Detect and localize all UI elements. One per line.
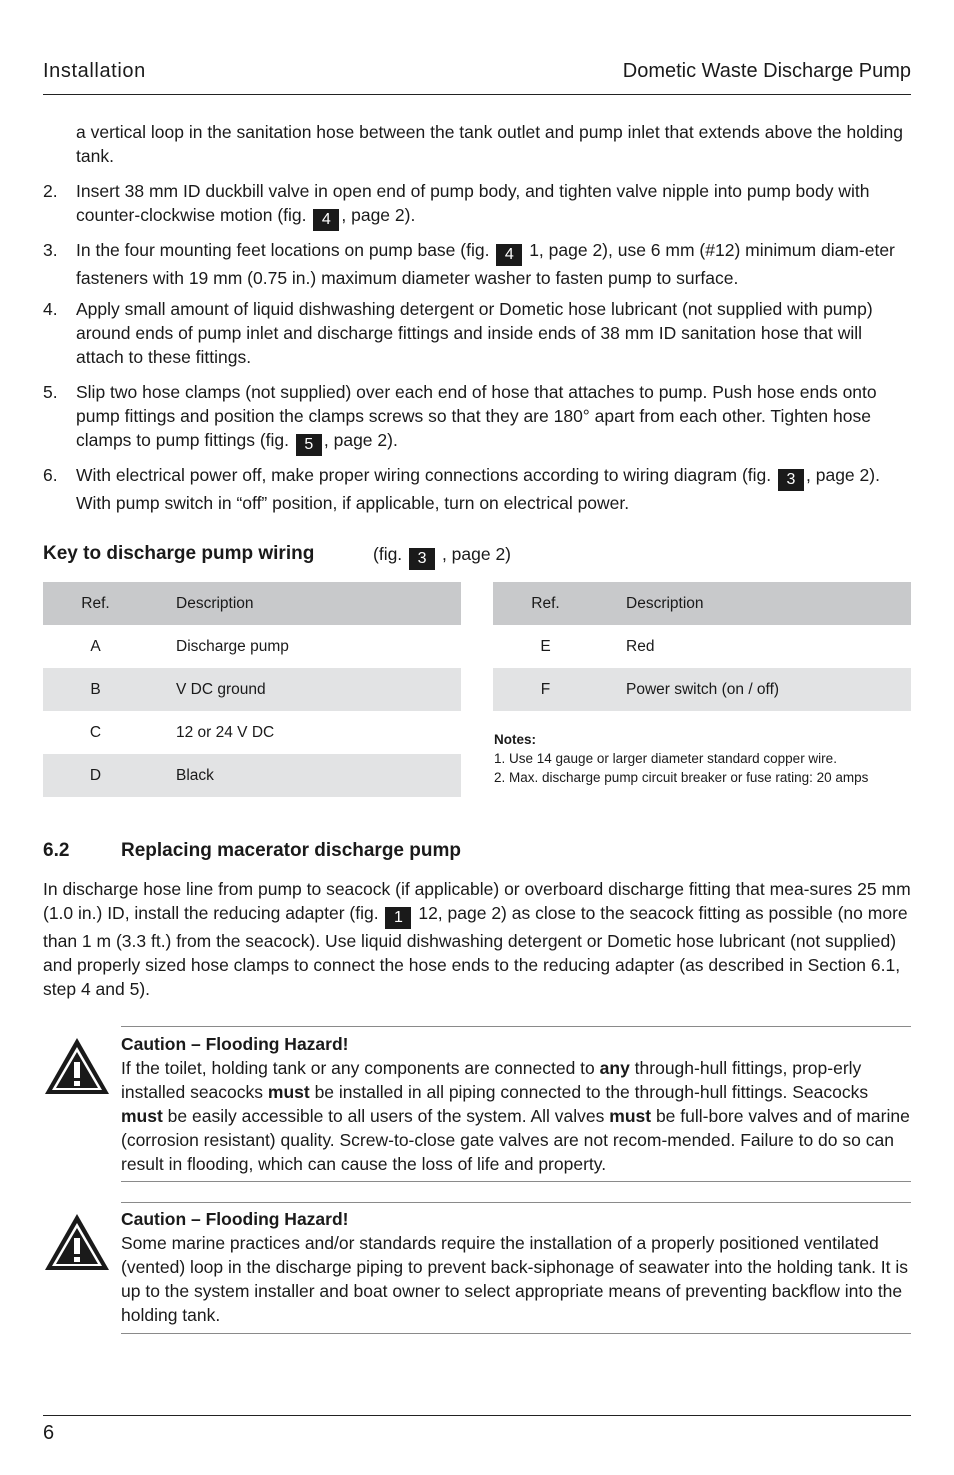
step-text: With electrical power off, make proper wiring connections according to wiring diagram (fig. 3 , page 2). With pump switch in “off” position, if applicable, turn on electrical power. (76, 465, 880, 513)
note-item: 2. Max. discharge pump circuit breaker or fuse rating: 20 amps (494, 770, 869, 785)
figure-badge: 1 (385, 907, 411, 929)
list-item-step-4 (43, 297, 911, 369)
column-header-description: Description (148, 582, 461, 625)
table-row (43, 625, 461, 668)
caution-bottom-rule (121, 1181, 911, 1182)
ref-cell: A (90, 637, 101, 655)
figure-badge: 3 (409, 548, 435, 570)
wiring-notes (494, 730, 868, 787)
ref-cell: E (540, 637, 551, 655)
figure-badge: 5 (296, 434, 322, 456)
step-number: 5. (43, 382, 58, 402)
warning-triangle-icon (43, 1212, 111, 1272)
list-item-step-2 (43, 179, 911, 231)
step-text: Apply small amount of liquid dishwashing detergent or Dometic hose lubricant (not supplied with pump) around ends of pump inlet and discharge fittings and inside ends of 38 mm ID sanitation hose that will attach to these fittings. (76, 299, 873, 367)
step-continuation: a vertical loop in the sanitation hose between the tank outlet and pump inlet that extends above the holding tank. (76, 122, 903, 166)
table-row (493, 625, 911, 668)
warning-triangle-icon (43, 1036, 111, 1096)
ref-cell: B (43, 668, 148, 711)
list-item-step-6 (43, 463, 911, 515)
list-item-step-5 (43, 380, 911, 456)
column-header-description: Description (598, 582, 911, 625)
note-item: 1. Use 14 gauge or larger diameter standard copper wire. (494, 751, 837, 766)
header-product: Dometic Waste Discharge Pump (622, 60, 911, 82)
caution-title: Caution – Flooding Hazard! (121, 1034, 349, 1054)
table-row (43, 668, 461, 711)
header-section: Installation (43, 60, 146, 82)
wiring-key-figure-ref: (fig. 3 , page 2) (373, 544, 511, 570)
caution-box (121, 1207, 911, 1327)
section-heading (43, 840, 461, 862)
description-cell: 12 or 24 V DC (176, 723, 275, 741)
caution-box (121, 1032, 911, 1176)
step-number: 2. (43, 181, 58, 201)
footer-rule (43, 1415, 911, 1416)
figure-badge: 3 (778, 469, 804, 491)
ref-cell: F (493, 668, 598, 711)
wiring-table-right (493, 582, 911, 711)
wiring-table-left (43, 582, 461, 797)
ref-cell: D (43, 754, 148, 797)
caution-text: Some marine practices and/or standards require the installation of a properly positioned ventilated (vented) loop in the discharge piping to prevent back-siphonage of seawater into the holding tank. It is up to the system installer and boat owner to select appropriate means of preventing backflow into the holding tank. (121, 1233, 909, 1325)
step-text: Insert 38 mm ID duckbill valve in open end of pump body, and tighten valve nipple into pump body with counter-clockwise motion (fig. 4 , page 2). (76, 179, 911, 231)
table-row (43, 754, 461, 797)
step-text: In the four mounting feet locations on pump base (fig. 4 1, page 2), use 6 mm (#12) minimum diam-eter fasteners with 19 mm (0.75 in.) maximum diameter washer to fasten pump to surface. (76, 240, 895, 288)
wiring-key-heading: Key to discharge pump wiring (43, 543, 315, 564)
section-title: Replacing macerator discharge pump (121, 840, 461, 861)
step-number: 4. (43, 299, 58, 319)
caution-top-rule (121, 1202, 911, 1203)
list-item-step-3 (43, 238, 911, 290)
table-row (43, 711, 461, 754)
step-text: Slip two hose clamps (not supplied) over each end of hose that attaches to pump. Push hose ends onto pump fittings and position the clamps screws so that they are 180° apart from each other. Tighten hose clamps to pump fittings (fig. 5 , page 2). (76, 380, 911, 456)
header-rule (43, 94, 911, 95)
section-number: 6.2 (43, 840, 70, 861)
description-cell: Red (626, 637, 655, 655)
table-header-row (43, 582, 461, 625)
step-number: 6. (43, 465, 58, 485)
table-header-row (493, 582, 911, 625)
description-cell: V DC ground (148, 668, 461, 711)
caution-bottom-rule (121, 1333, 911, 1334)
step-number: 3. (43, 240, 58, 260)
section-paragraph: In discharge hose line from pump to seacock (if applicable) or overboard discharge fitting that mea-sures 25 mm (1.0 in.) ID, install the reducing adapter (fig. 1 12, page 2) as close to the seacock fitting as possible (no more than 1 m (3.3 ft.) from the seacock). Use liquid dishwashing detergent or Dometic hose lubricant (not supplied) and properly sized hose clamps to connect the hose ends to the reducing adapter (as described in Section 6.1, step 4 and 5). (43, 879, 911, 999)
caution-text: If the toilet, holding tank or any components are connected to any through-hull fittings, prop-erly installed seacocks must be installed in all piping connected to the through-hull fittings. Seacocks must be easily accessible to all users of the system. All valves must be full-bore valves and of marine (corrosion resistant) quality. Screw-to-close gate valves are not recom-mended. Failure to do so can result in flooding, which can cause the loss of life and property. (121, 1058, 910, 1174)
figure-badge: 4 (496, 244, 522, 266)
description-cell: Power switch (on / off) (598, 668, 911, 711)
column-header-ref: Ref. (43, 582, 148, 625)
page-number: 6 (43, 1422, 55, 1444)
description-cell: Discharge pump (176, 637, 289, 655)
description-cell: Black (148, 754, 461, 797)
table-row (493, 668, 911, 711)
figure-badge: 4 (313, 209, 339, 231)
notes-title: Notes: (494, 732, 537, 747)
caution-top-rule (121, 1026, 911, 1027)
column-header-ref: Ref. (493, 582, 598, 625)
ref-cell: C (89, 723, 102, 741)
caution-title: Caution – Flooding Hazard! (121, 1209, 349, 1229)
